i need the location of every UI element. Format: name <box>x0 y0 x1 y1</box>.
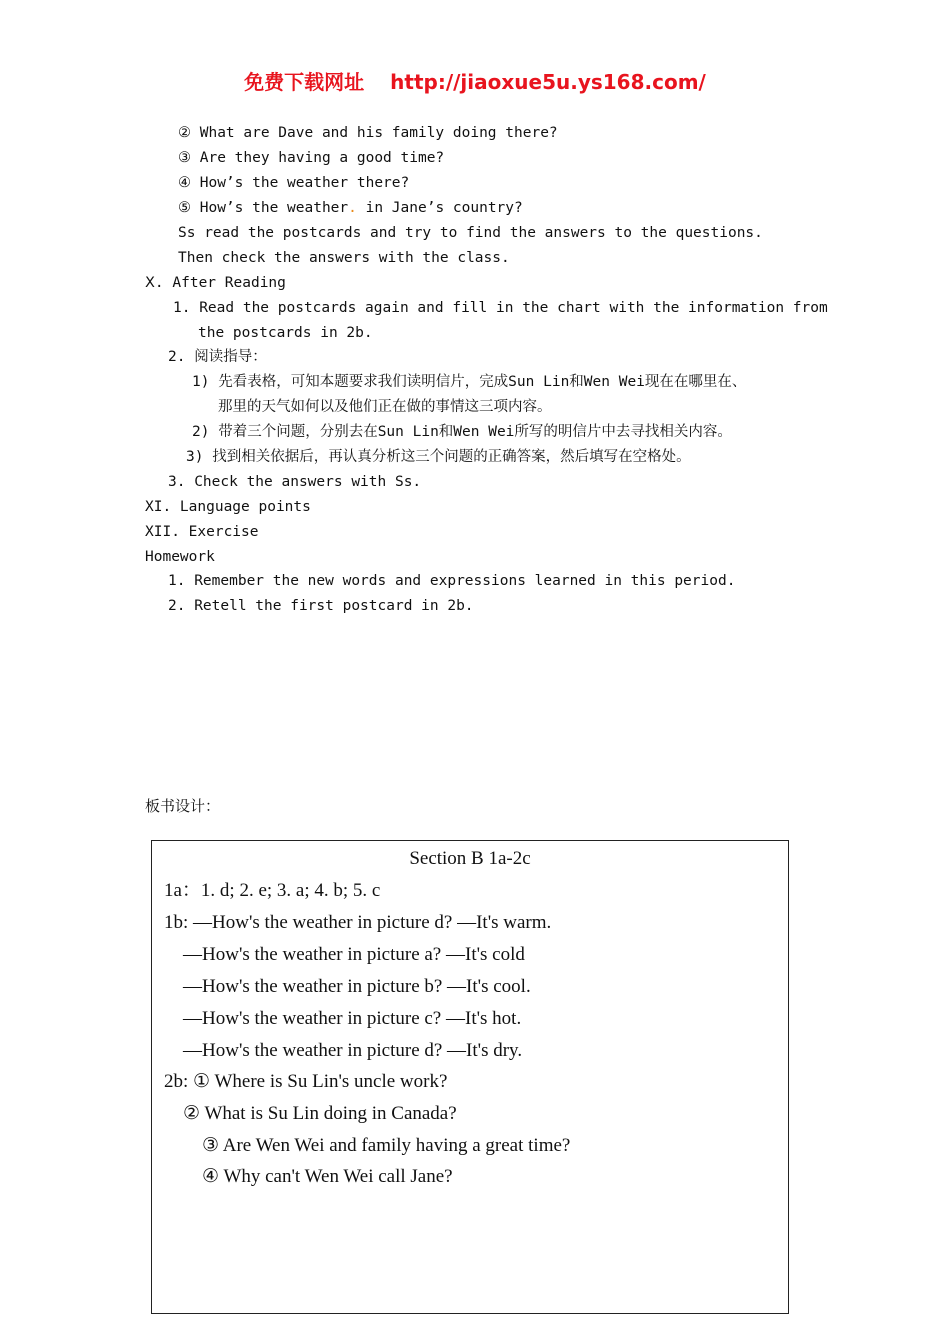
header-label: 免费下载网址 <box>244 70 365 94</box>
board-line-1b-4: —How's the weather in picture c? —It's hot. <box>183 1008 522 1029</box>
after-reading-item-2: 2. 阅读指导： <box>168 349 267 365</box>
board-line-1b-3: —How's the weather in picture b? —It's cool. <box>183 976 531 997</box>
question-5-part1: ⑤ How’s the weather <box>178 200 349 216</box>
after-reading-item-3: 3. Check the answers with Ss. <box>168 474 422 490</box>
board-line-1a: 1a：1. d; 2. e; 3. a; 4. b; 5. c <box>164 880 381 901</box>
board-line-2b-2: ② What is Su Lin doing in Canada? <box>183 1103 457 1124</box>
board-title: Section B 1a-2c <box>409 848 531 869</box>
guide-1-cont: 那里的天气如何以及他们正在做的事情这三项内容。 <box>218 399 552 415</box>
section-after-reading: Ⅹ. After Reading <box>145 275 286 291</box>
after-reading-item-1: 1. Read the postcards again and fill in the chart with the information from <box>173 300 828 316</box>
question-2: ② What are Dave and his family doing there? <box>178 125 558 141</box>
board-line-1b-2: —How's the weather in picture a? —It's cold <box>183 944 525 965</box>
board-line-2b: 2b: ① Where is Su Lin's uncle work? <box>164 1071 448 1092</box>
question-4: ④ How’s the weather there? <box>178 175 410 191</box>
section-language-points: XI. Language points <box>145 499 311 515</box>
board-line-2b-4: ④ Why can't Wen Wei call Jane? <box>202 1166 453 1187</box>
question-5 <box>178 199 523 217</box>
board-design-box <box>151 840 789 1314</box>
reading-instruction-2: Then check the answers with the class. <box>178 250 510 266</box>
reading-instruction-1: Ss read the postcards and try to find the answers to the questions. <box>178 225 763 241</box>
board-line-1b-5: —How's the weather in picture d? —It's dry. <box>183 1040 523 1061</box>
page-header <box>0 66 950 95</box>
homework-heading: Homework <box>145 549 215 565</box>
section-exercise: XII. Exercise <box>145 524 259 540</box>
board-design-label: 板书设计： <box>145 797 221 815</box>
question-3: ③ Are they having a good time? <box>178 150 445 166</box>
board-line-1b: 1b: —How's the weather in picture d? —It's warm. <box>164 912 552 933</box>
orange-dot: . <box>348 200 357 216</box>
guide-3: 3) 找到相关依据后，再认真分析这三个问题的正确答案，然后填写在空格处。 <box>186 449 691 465</box>
question-5-part2: in Jane’s country? <box>356 200 523 216</box>
header-url[interactable]: http://jiaoxue5u.ys168.com/ <box>390 70 706 94</box>
homework-item-2: 2. Retell the first postcard in 2b. <box>168 598 474 614</box>
after-reading-item-1-cont: the postcards in 2b. <box>198 325 373 341</box>
homework-item-1: 1. Remember the new words and expressions learned in this period. <box>168 573 736 589</box>
board-line-2b-3: ③ Are Wen Wei and family having a great time? <box>202 1135 571 1156</box>
guide-1: 1) 先看表格，可知本题要求我们读明信片，完成Sun Lin和Wen Wei现在在哪里在、 <box>192 374 747 390</box>
guide-2: 2) 带着三个问题，分别去在Sun Lin和Wen Wei所写的明信片中去寻找相关内容。 <box>192 424 732 440</box>
